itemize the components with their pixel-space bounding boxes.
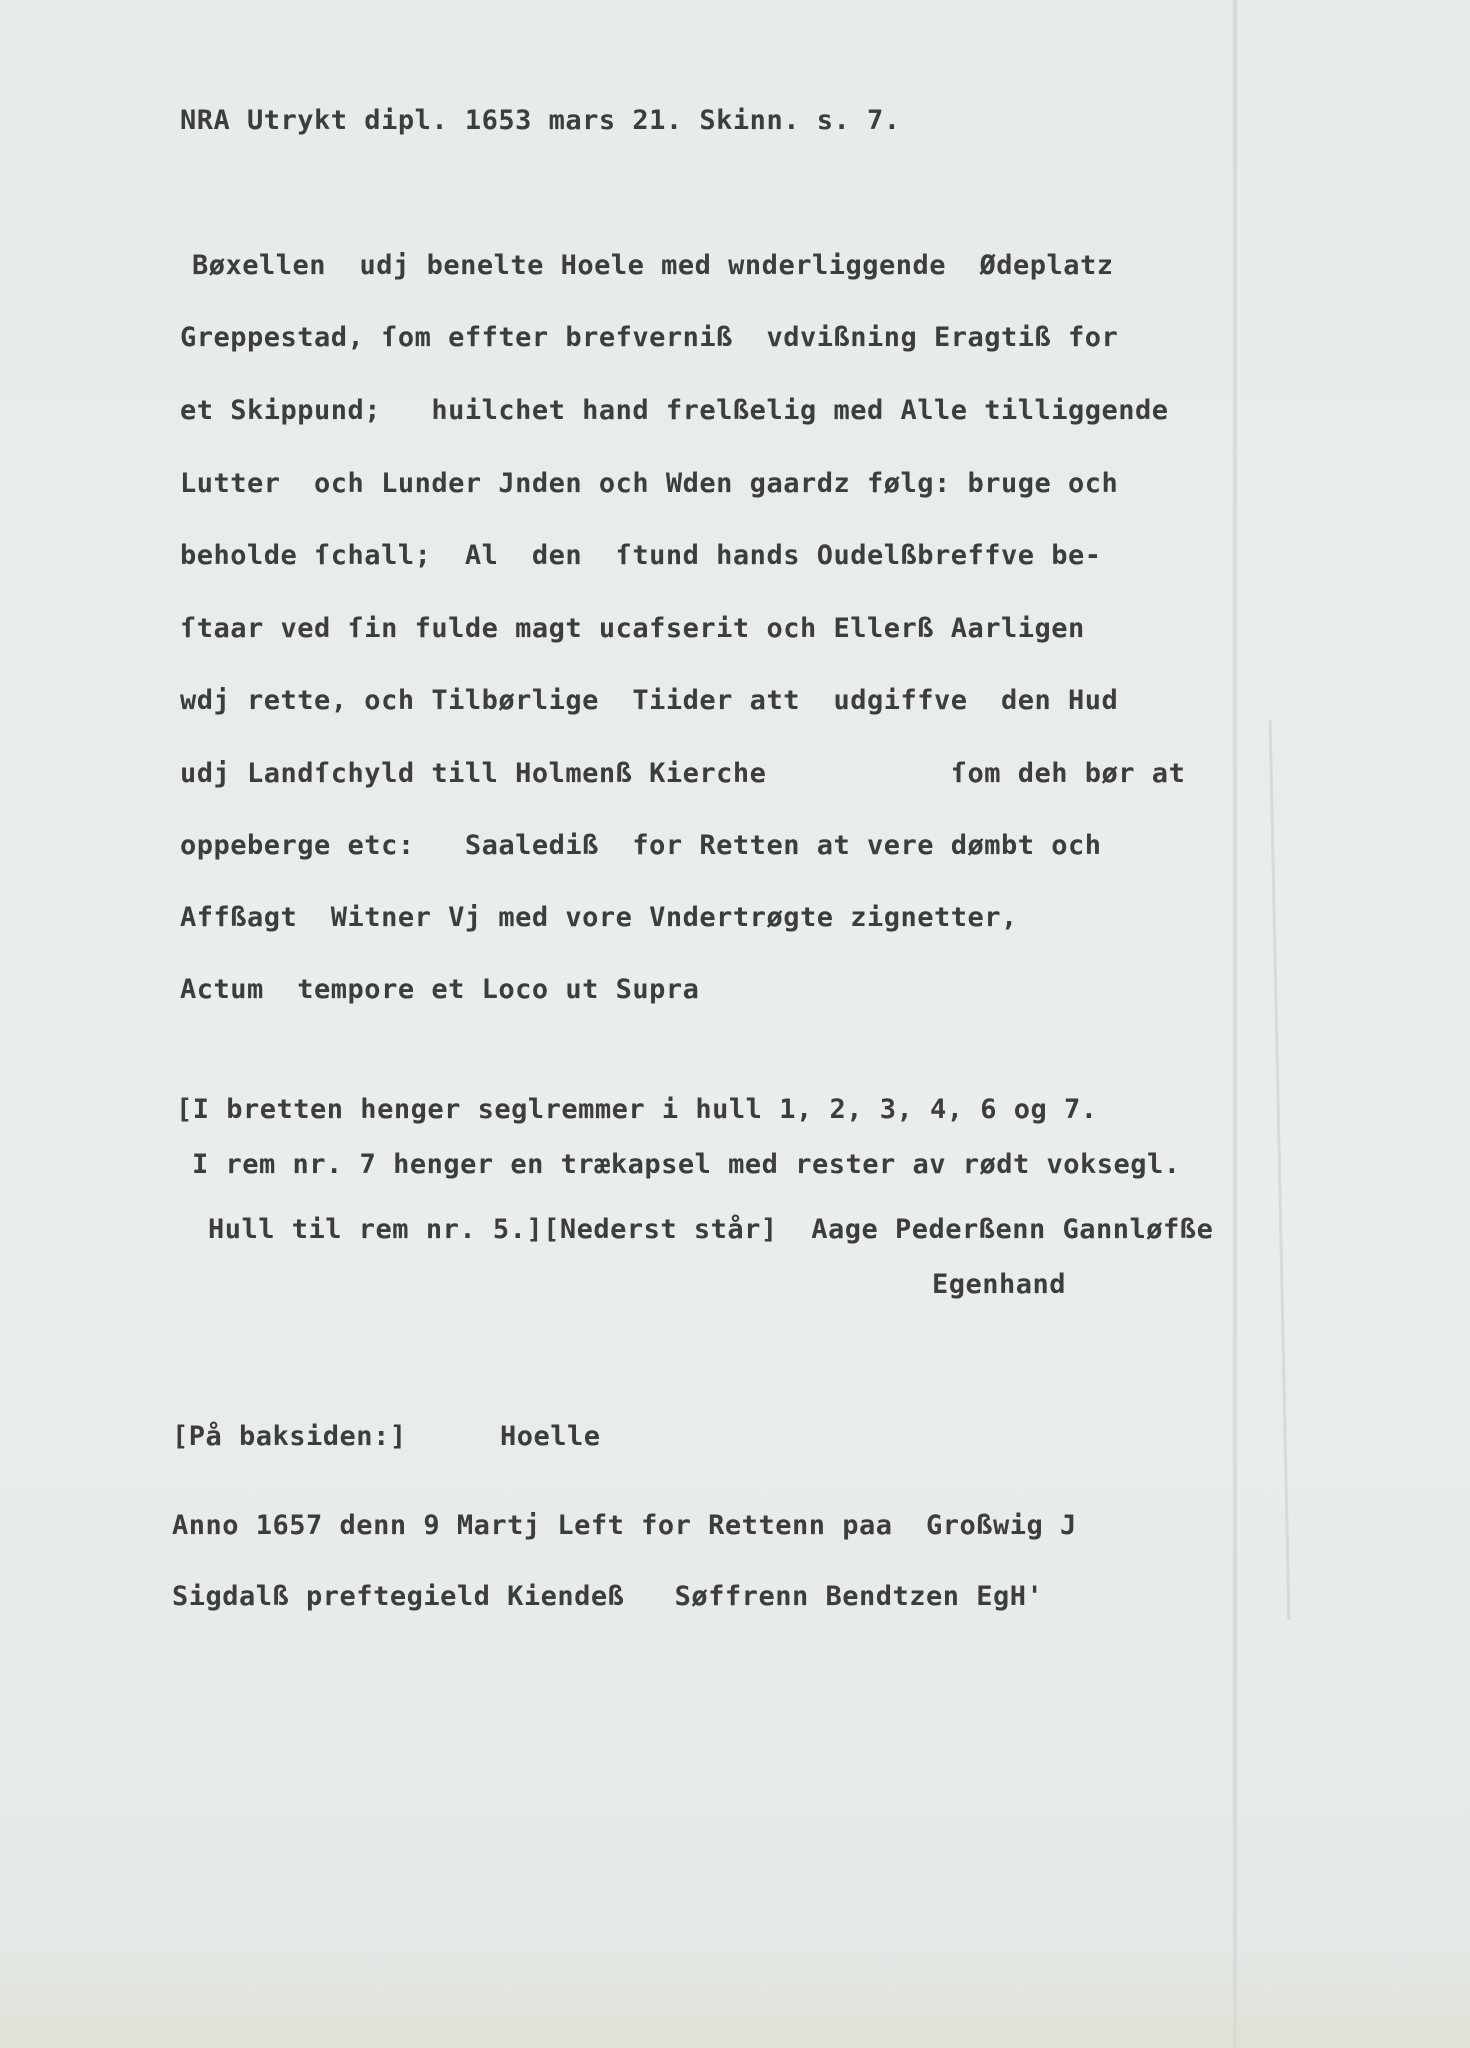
body-line-1: Bøxellen udj benelte Hoele med wnderliggende Ødeplatz: [192, 250, 1114, 281]
body-line-10: Affßagt Witner Vj med vore Vndertrøgte zignetter,: [180, 902, 1018, 933]
note-line-1: [I bretten henger seglremmer i hull 1, 2, 3, 4, 6 og 7.: [176, 1094, 1098, 1125]
back-title: Hoelle: [500, 1421, 601, 1452]
body-line-8: udj Landſchyld till Holmenß Kierche ſom deh bør at: [180, 758, 1186, 789]
body-line-7: wdj rette, och Tilbørlige Tiider att udgiffve den Hud: [180, 685, 1119, 716]
archive-reference: NRA Utrykt dipl. 1653 mars 21. Skinn. s. 7.: [180, 105, 901, 136]
body-line-6: ſtaar ved ſin fulde magt ucafserit och Ellerß Aarligen: [180, 613, 1085, 644]
paper-crease: [1269, 720, 1291, 1620]
back-line-2: Sigdalß preftegield Kiendeß Søffrenn Bendtzen EgH': [172, 1581, 1044, 1612]
paper-fold-shadow: [1232, 0, 1238, 2048]
body-line-3: et Skippund; huilchet hand frelßelig med Alle tilliggende: [180, 395, 1169, 426]
paper-discoloration: [0, 1930, 1470, 2048]
body-line-11: Actum tempore et Loco ut Supra: [180, 974, 700, 1005]
back-label: [På baksiden:]: [172, 1421, 407, 1452]
back-line-1: Anno 1657 denn 9 Martj Left for Rettenn paa Großwig J: [172, 1510, 1077, 1541]
body-line-5: beholde ſchall; Al den ſtund hands Oudelßbreffve be-: [180, 540, 1102, 571]
body-line-2: Greppestad, ſom effter brefverniß vdvißning Eragtiß for: [180, 322, 1119, 353]
note-line-2: I rem nr. 7 henger en trækapsel med rester av rødt voksegl.: [192, 1149, 1181, 1180]
body-line-9: oppeberge etc: Saalediß for Retten at vere dømbt och: [180, 830, 1102, 861]
body-line-4: Lutter och Lunder Jnden och Wden gaardz følg: bruge och: [180, 468, 1119, 499]
note-line-3: Hull til rem nr. 5.][Nederst står] Aage Pederßenn Gannløfße: [208, 1214, 1214, 1245]
note-signature: Egenhand: [932, 1269, 1067, 1300]
